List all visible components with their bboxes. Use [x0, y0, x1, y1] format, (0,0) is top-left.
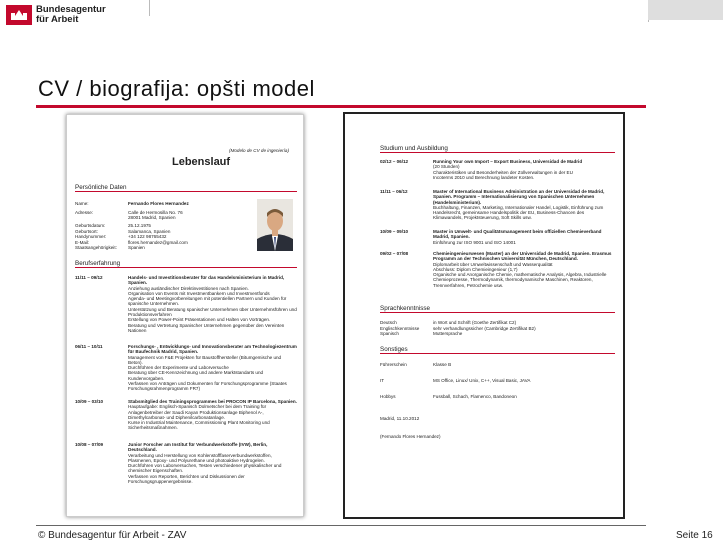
page-number: Seite 16 — [676, 530, 713, 541]
other-list — [380, 362, 618, 402]
study-entry-body: Diplomarbeit über Umweltwissenschaft und Wasserqualität Abschluss: Diplom Chemieingenieur (1,7) Organische und Anorganische Chemie, mathematische Analysis, Algebra, Industrielle Chemieprozesse, Thermodynamik, thermodynamische Maschinen, Reaktoren, Trennverfahren, Petrochemie usw. — [433, 261, 607, 288]
work-entry-date: 10/08 – 07/09 — [75, 442, 104, 447]
language-name: Englischkenntnisse — [380, 325, 420, 331]
footer-divider — [36, 525, 646, 526]
language-name: Spanisch — [380, 331, 399, 336]
personal-value: Spanien — [128, 245, 145, 250]
study-entry-date: 02/12 – 06/12 — [380, 159, 409, 164]
study-entry — [380, 251, 618, 301]
footer-copyright: © Bundesagentur für Arbeit - ZAV — [38, 530, 187, 541]
study-entry-body: (20 Stunden) Charakteristiken und Besonderheiten der Zollverwaltungen in der EU Incoterms 2010 und Berechnung landeter Kosten. — [433, 164, 573, 180]
work-entry-date: 06/11 – 10/11 — [75, 344, 103, 349]
personal-key: Adresse: — [75, 210, 94, 215]
cv-page-2 — [343, 112, 625, 519]
work-entry-body: Hauptaufgabe: Englisch-Spanisch Dolmetscher bei dem Training für Anlagenbetreiber der Saudi Kayan Produktionsanlage Biphenol A-, Dimethylcarbonat- und Diphenilcarbonatanlage. Kurse in Industrial Maintenance, Commissioning Plant Monitoring und Sicherheitsmaßnahmen. — [128, 404, 270, 431]
personal-key: Name: — [75, 201, 89, 206]
personal-key: Geburtsort: — [75, 228, 98, 234]
language-level: in Wort und Schrift (Goethe Zertifikat C2) — [433, 320, 517, 325]
other-value: Klasse B — [433, 362, 452, 367]
study-entry-body: Buchhaltung, Finanzen, Marketing, Internationaler Handel, Logistik, Einführung zum Handelsrecht, gemeinsame Handelspolitik der EU, Business-Chancen des Klimawandels, Projektsteuerung, Soft Skills usw. — [433, 204, 604, 221]
work-entry — [75, 442, 297, 512]
personal-value: Salamanca, Spanien — [128, 228, 171, 234]
work-entry-body: Verarbeitung und Herstellung von Kohlenstofffaserverbundwerkstoffen, Plasmenen, Epoxy- und Polyurethane und photoaktive Hydrogelen. Durchführen von Laborversuchen, Testen verschiedener physikalischer und chemischer Eigenschaften. Verfassen von Reporten, Berichten und Diskussionen der Forschungsgruppenergebnisse. — [128, 452, 282, 485]
personal-value: 25.12.1975 — [128, 223, 151, 228]
work-entry-title: Handels- und Investitionsberater für das Handelsministerium in Madrid, Spanien. — [128, 275, 285, 286]
other-value: MS Office, Linux/ Unix, C++, Visual Basic, JAVA — [433, 378, 531, 383]
header-divider — [149, 0, 150, 16]
personal-value: flores.hernandez@gmail.com — [128, 239, 188, 245]
section-other: Sonstiges — [380, 347, 615, 354]
place-date: Madrid, 11.10.2012 — [380, 416, 420, 421]
personal-value: Calle de Hermosilla No. 76 28001 Madrid, Spanien — [128, 210, 183, 221]
other-key: Hobbys — [380, 394, 396, 399]
work-entry-date: 11/11 – 09/12 — [75, 275, 103, 280]
study-entry-title: Master of International Business Administration an der Universidad de Madrid, Spanien. Programm – Internationalisierung von Spanischen Unternehmen (Handelsministerium). — [433, 189, 605, 205]
cv-heading: Lebenslauf — [172, 156, 231, 168]
language-level: sehr verhandlungssicher (Cambridge Zertifikat B2) — [433, 325, 536, 331]
study-entry — [380, 189, 618, 229]
work-entry-body: Anziehung ausländischer Direktinvestitionen nach Spanien. Organisation von Events mit Investmentbankern und Investmentfonds Agenda- und Meetingvorbereitungen mit potentiellen Partnern und Kunden für spanische Unternehmen. Unterstützung und Beratung spanischer Unternehmen über Unternehmsführen und Produktionsverfahren Erstellung von Power-Point Präsentationen und Halten von Vorträgen. Beratung und Vertretung Spanischer Unternehmen gegenüber den Vereinten Nationen — [128, 285, 297, 333]
other-key: Führerschein — [380, 362, 407, 367]
work-entry-date: 10/09 – 03/10 — [75, 399, 104, 404]
section-studies: Studium und Ausbildung — [380, 146, 615, 153]
work-entry — [75, 275, 297, 343]
slide-title: CV / biografija: opšti model — [38, 76, 315, 101]
study-entry-title: Master in Umwelt- und Qualitätsmanagement beim offiziellen Chemieverband Madrid, Spanien. — [433, 229, 602, 240]
study-entry-body: Einführung zur ISO 9001 und ISO 14001 — [433, 239, 516, 245]
study-entry — [380, 229, 618, 249]
work-entry-title: Stabsmitglied des Trainingsprogrammes bei PROCON IP Barcelona, Spanien. — [128, 399, 297, 404]
cv-page-1 — [66, 114, 304, 517]
header-gray-block — [648, 0, 723, 20]
study-entry-date: 11/11 – 06/12 — [380, 189, 408, 194]
model-note: (Modelo de CV de ingeniería) — [229, 148, 290, 153]
section-personal-data: Persönliche Daten — [75, 185, 297, 192]
personal-key: Geburtsdatum: — [75, 223, 106, 228]
study-entry-title: Running Your own Import – Export Business, Universidad de Madrid — [433, 159, 583, 164]
personal-key: E-Mail: — [75, 239, 90, 245]
work-entry — [75, 399, 297, 439]
language-level: Muttersprache — [433, 331, 463, 336]
language-name: Deutsch — [380, 320, 397, 325]
logo — [6, 4, 136, 26]
work-entry — [75, 344, 297, 396]
applicant-photo — [257, 199, 293, 251]
study-entry-date: 10/09 – 09/10 — [380, 229, 409, 234]
personal-data-list — [75, 201, 255, 261]
section-languages: Sprachkenntnisse — [380, 306, 615, 313]
signature-name: (Fernando Flores Hernandez) — [380, 434, 441, 439]
agency-logo-icon — [6, 5, 32, 25]
languages-list — [380, 320, 618, 338]
other-value: Fussball, Schach, Flamenco, Bandoneon — [433, 394, 517, 399]
logo-text: Bundesagentur für Arbeit — [36, 4, 106, 25]
section-work-experience: Berufserfahrung — [75, 261, 297, 268]
personal-key: Staatsangehörigkeit: — [75, 245, 117, 250]
work-entry-title: Junior Forscher am Institut für Verbundwerkstoffe (IVW), Berlin, Deutschland. — [128, 442, 268, 453]
other-key: IT — [380, 378, 385, 383]
work-entry-title: Forschungs- , Entwicklungs- und Innovationsberater am Technologiezentrum für Baufechnik Madrid, Spanien. — [128, 344, 297, 355]
personal-value: +34 122 98765432 — [128, 234, 167, 239]
work-entry-body: Management von F&E Projekten für Baustoffhersteller (Bitumgemische und Beton). Durchführen der Experimente und Laborversuche Beratung über CE-Kennzeichnung und andere Marktstandarts und Kundenvorgaben. Verfassen von Anträgen und Dokumenten für Forschungsprogramme (Staates Forschungsrahmenprogramm FR7) — [128, 354, 287, 392]
study-entry — [380, 159, 618, 187]
personal-value: Fernando Flores Hernandez — [128, 201, 189, 206]
personal-key: Handynummer: — [75, 234, 107, 239]
study-entry-date: 09/02 – 07/08 — [380, 251, 409, 256]
study-entry-title: Chemieingenieurwesen (Master) an der Universidad de Madrid, Spanien. Erasmus Programm an der Technischen Universität München, Deutschland. — [433, 251, 612, 262]
title-underline — [36, 105, 646, 108]
